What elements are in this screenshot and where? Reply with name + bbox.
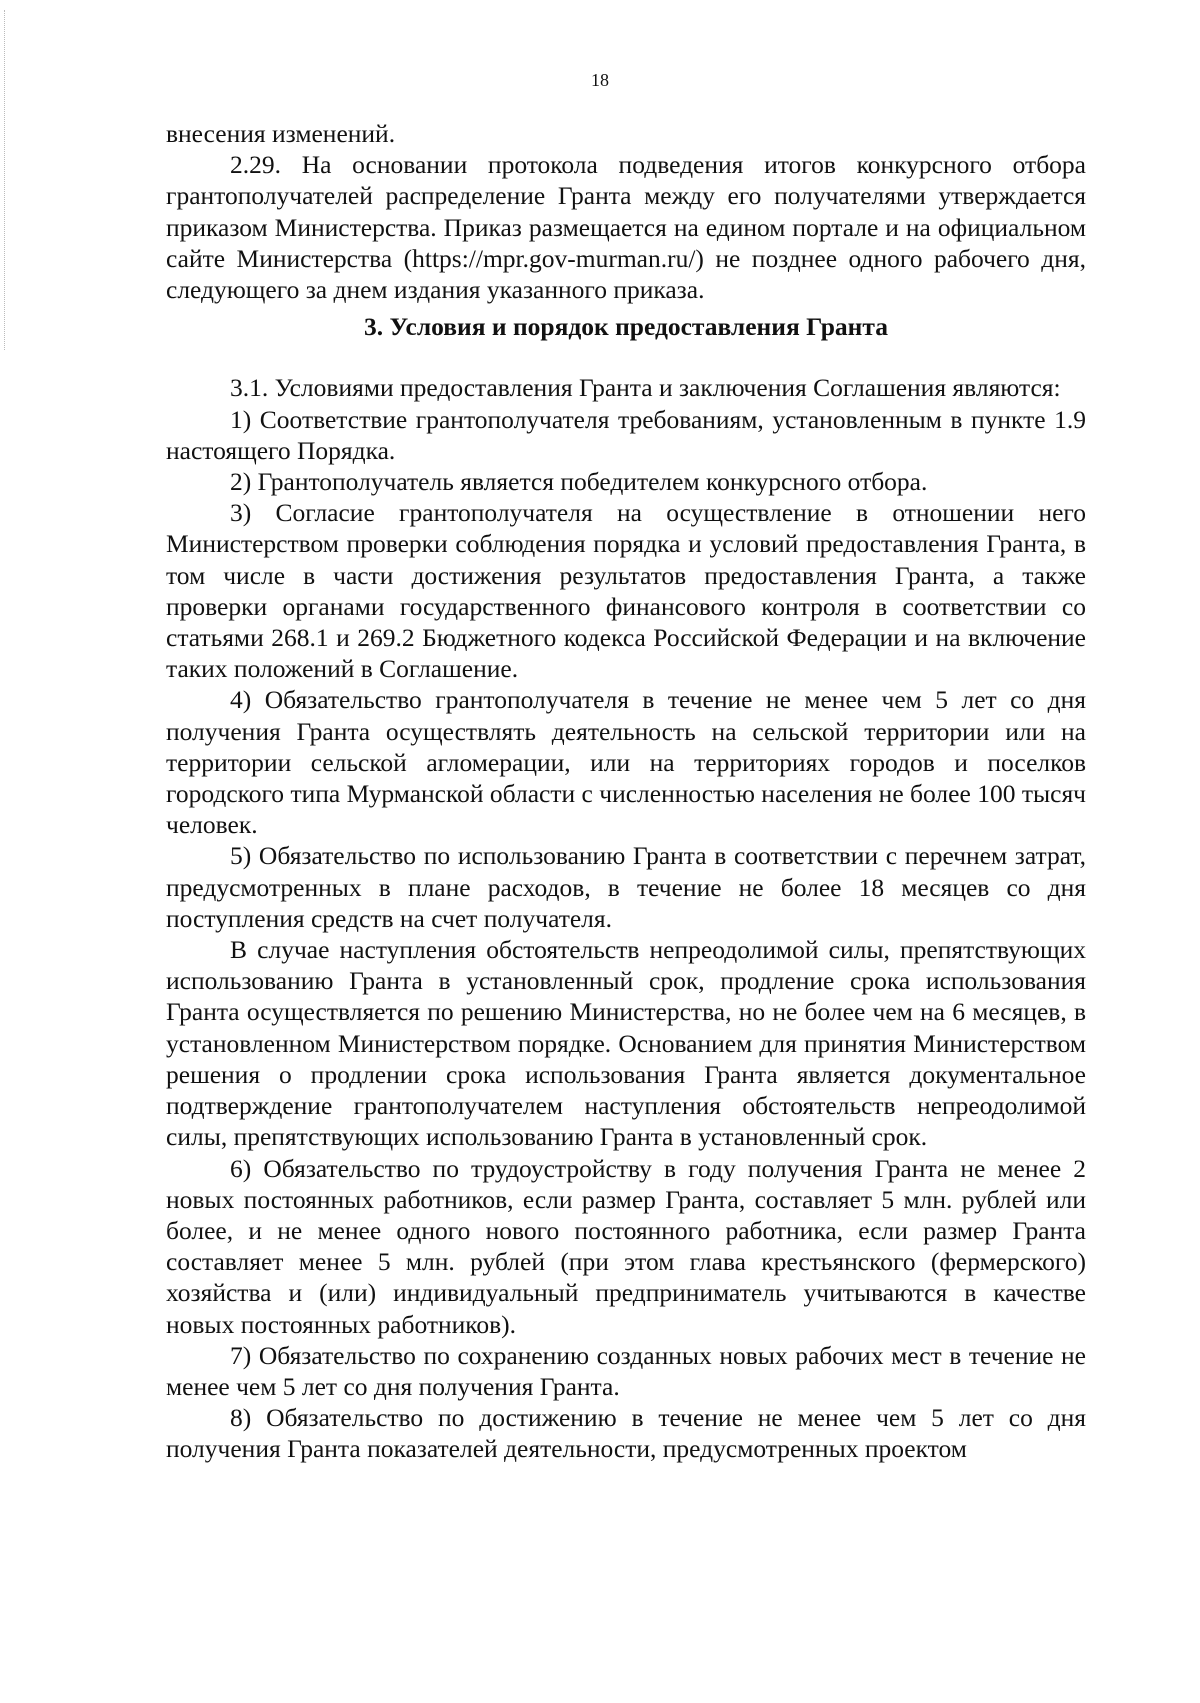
force-majeure-paragraph: В случае наступления обстоятельств непреодолимой силы, препятствующих использованию Гранта в установленный срок, продление срока использования Гранта осуществляется по решению Министерства, но не более чем на 6 месяцев, в установленном Министерством порядке. Основанием для принятия Министерством решения о продлении срока использования Гранта является документальное подтверждение грантополучателем наступления обстоятельств непреодолимой силы, препятствующих использованию Гранта в установленный срок. xyxy=(166,935,1086,1152)
condition-item-1: 1) Соответствие грантополучателя требованиям, установленным в пункте 1.9 настоящего Порядка. xyxy=(166,404,1086,465)
document-body xyxy=(166,118,1086,1465)
condition-item-7: 7) Обязательство по сохранению созданных новых рабочих мест в течение не менее чем 5 лет со дня получения Гранта. xyxy=(166,1340,1086,1401)
condition-item-3: 3) Согласие грантополучателя на осуществление в отношении него Министерством проверки соблюдения порядка и условий предоставления Гранта, в том числе в части достижения результатов предоставления Гранта, а также проверки органами государственного финансового контроля в соответствии со статьями 268.1 и 269.2 Бюджетного кодекса Российской Федерации и на включение таких положений в Соглашение. xyxy=(166,498,1086,684)
paragraph-3-1: 3.1. Условиями предоставления Гранта и заключения Соглашения являются: xyxy=(230,373,1061,403)
condition-item-4: 4) Обязательство грантополучателя в течение не менее чем 5 лет со дня получения Гранта осуществлять деятельность на сельской территории или на территории сельской агломерации, или на территориях городов и поселков городского типа Мурманской области с численностью населения не более 100 тысяч человек. xyxy=(166,685,1086,840)
paragraph-2-29: 2.29. На основании протокола подведения итогов конкурсного отбора грантополучателей распределение Гранта между его получателями утверждается приказом Министерства. Приказ размещается на едином портале и на официальном сайте Министерства (https://mpr.gov-murman.ru/) не позднее одного рабочего дня, следующего за днем издания указанного приказа. xyxy=(166,150,1086,305)
paragraph-continuation: внесения изменений. xyxy=(166,119,396,148)
condition-item-6: 6) Обязательство по трудоустройству в году получения Гранта не менее 2 новых постоянных работников, если размер Гранта, составляет 5 млн. рублей или более, и не менее одного нового постоянного работника, если размер Гранта составляет менее 5 млн. рублей (при этом глава крестьянского (фермерского) хозяйства и (или) индивидуальный предприниматель учитываются в качестве новых постоянных работников). xyxy=(166,1153,1086,1339)
page-number: 18 xyxy=(591,70,609,90)
condition-item-2: 2) Грантополучатель является победителем конкурсного отбора. xyxy=(230,467,928,497)
condition-item-8: 8) Обязательство по достижению в течение не менее чем 5 лет со дня получения Гранта показателей деятельности, предусмотренных проектом xyxy=(166,1403,1086,1464)
condition-item-5: 5) Обязательство по использованию Гранта в соответствии с перечнем затрат, предусмотренных в плане расходов, в течение не более 18 месяцев со дня поступления средств на счет получателя. xyxy=(166,841,1086,933)
scan-edge-marks xyxy=(4,10,7,350)
section-heading: 3. Условия и порядок предоставления Гранта xyxy=(364,312,888,342)
